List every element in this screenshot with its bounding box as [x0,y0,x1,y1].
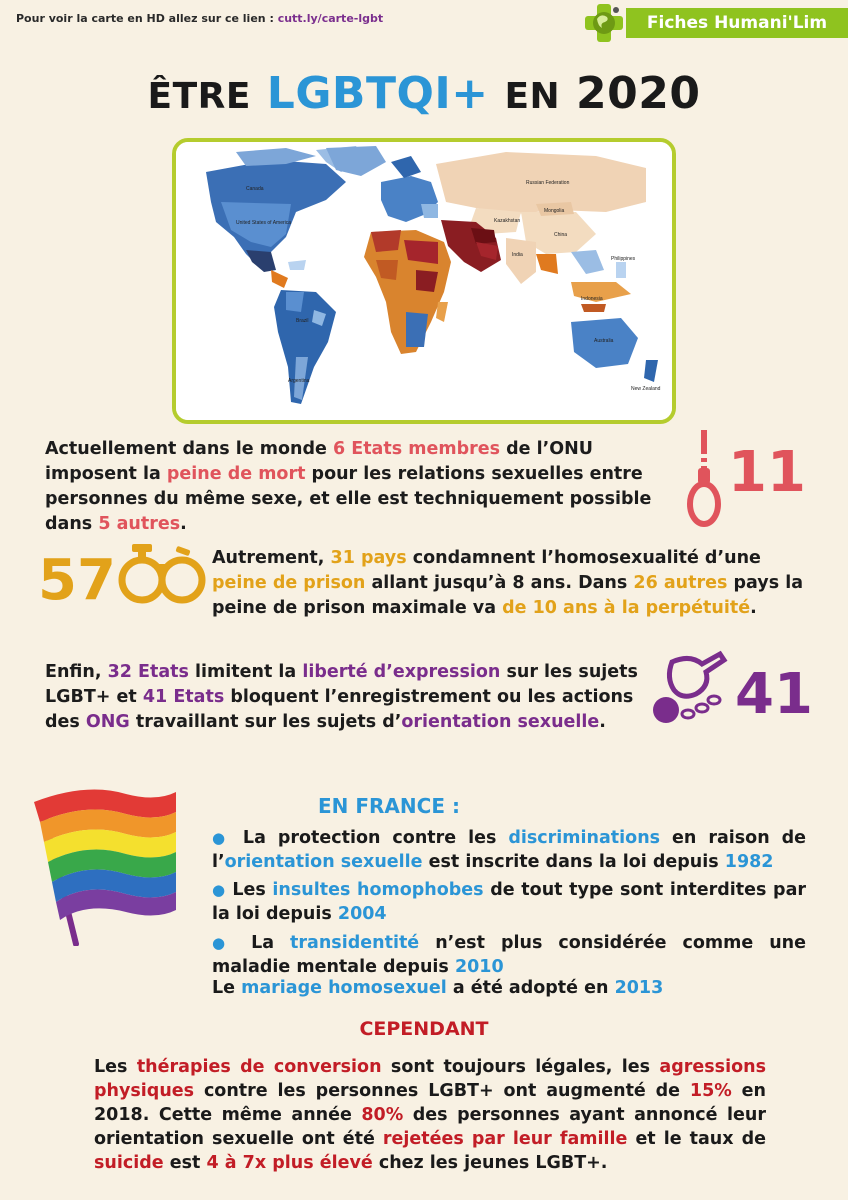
highlight: suicide [94,1153,164,1173]
text: sur les sujets LGBT+ et [45,662,638,707]
page-title [0,68,848,119]
highlight: 15% [689,1081,732,1101]
text: est [163,1153,207,1173]
map-label-australia: Australia [594,338,614,344]
highlight: 5 autres [98,514,181,534]
map-label-usa: United States of America [236,220,292,226]
hd-map-link[interactable]: cutt.ly/carte-lgbt [277,12,384,25]
text: . [180,514,187,534]
hd-map-note [16,12,383,25]
text: Autrement, [212,548,331,568]
text: pays la peine de prison maximale va [212,573,804,618]
highlight: peine de mort [166,464,306,484]
france-section-title: EN FRANCE : [318,794,460,818]
map-label-argentina: Argentina [288,378,310,384]
text: condamnent l’homosexualité d’une [406,548,761,568]
highlight: transidentité [290,933,420,953]
noose-icon [683,430,727,534]
map-label-new-zealand: New Zealand [631,386,661,392]
humanilim-logo-icon [582,2,626,44]
title-part3: EN [504,76,561,117]
text: est inscrite dans la loi depuis [422,852,725,872]
map-label-philippines: Philippines [611,256,636,262]
france-bullet-insults [212,878,806,926]
highlight: mariage homosexuel [241,978,447,998]
text: sont toujours légales, les [381,1057,660,1077]
highlight: thérapies de conversion [136,1057,382,1077]
brand-banner: Fiches Humani'Lim [626,8,848,38]
cependant-paragraph [94,1055,766,1175]
prison-paragraph [212,546,817,621]
text: Les [94,1057,137,1077]
text: allant jusqu’à 8 ans. Dans [365,573,634,593]
france-bullet-marriage [212,976,806,1000]
chained-hand-icon [650,650,730,734]
text: La protection contre les [242,828,509,848]
highlight: ONG [85,712,130,732]
highlight: orientation sexuelle [401,712,600,732]
text: Le [212,978,242,998]
text: Enfin, [45,662,108,682]
text: . [599,712,606,732]
map-label-india: India [512,252,523,258]
rainbow-flag-icon [26,776,186,950]
expression-restriction-count: 41 [735,662,813,727]
text: Les [232,880,273,900]
cependant-title: CEPENDANT [359,1018,489,1040]
text: limitent la [188,662,303,682]
bullet-dot-icon: ● [212,881,226,899]
title-lgbtqi: LGBTQI+ [266,68,489,119]
map-label-kazakhstan: Kazakhstan [494,218,521,224]
bullet-dot-icon: ● [212,934,236,952]
text: des personnes ayant annoncé leur orientation sexuelle ont été [94,1105,766,1149]
highlight: 1982 [724,852,774,872]
text: n’est plus considérée comme une maladie mentale depuis [212,933,807,977]
text: Actuellement dans le monde [45,439,333,459]
highlight: 2013 [614,978,664,998]
highlight: discriminations [508,828,661,848]
map-label-brazil: Brazil [296,318,309,324]
france-bullet-discrimination [212,826,806,874]
death-penalty-paragraph [45,437,685,537]
highlight: insultes homophobes [272,880,484,900]
highlight: 32 Etats [107,662,189,682]
text: La [251,933,291,953]
text: contre les personnes LGBT+ ont augmenté de [194,1081,690,1101]
map-label-canada: Canada [246,186,264,192]
hd-note-text: Pour voir la carte en HD allez sur ce lien : [16,12,278,25]
death-penalty-count: 11 [728,440,806,505]
map-label-russia: Russian Federation [526,180,570,186]
highlight: 26 autres [633,573,728,593]
text: bloquent l’enregistrement ou les actions des [45,687,634,732]
text: travaillant sur les sujets d’ [129,712,402,732]
text: . [750,598,757,618]
text: de tout type sont interdites par la loi depuis [212,880,807,924]
title-year: 2020 [576,68,701,119]
expression-paragraph [45,660,665,735]
map-label-china: China [554,232,568,238]
highlight: rejetées par leur famille [382,1129,628,1149]
text: de l’ONU imposent la [45,439,593,484]
text: a été adopté en [446,978,615,998]
highlight: orientation sexuelle [224,852,423,872]
prison-count: 57 [38,548,116,613]
france-bullet-transidentity [212,931,806,979]
bullet-dot-icon: ● [212,829,231,847]
highlight: 80% [361,1105,404,1125]
highlight: agressions physiques [94,1057,766,1101]
text: en 2018. Cette même année [94,1081,766,1125]
text: et le taux de [627,1129,766,1149]
handcuffs-icon [118,538,208,614]
highlight: de 10 ans à la perpétuité [502,598,751,618]
map-label-mongolia: Mongolia [544,208,565,214]
highlight: 2010 [454,957,504,977]
world-map [172,138,676,424]
highlight: 41 Etats [142,687,225,707]
highlight: 4 à 7x plus élevé [206,1153,373,1173]
highlight: 6 Etats membres [332,439,501,459]
highlight: peine de prison [212,573,366,593]
title-part1: ÊTRE [147,76,251,117]
map-label-indonesia: Indonesia [581,296,603,302]
world-map-graphic [176,142,672,420]
highlight: 2004 [337,904,387,924]
highlight: 31 pays [330,548,407,568]
text: en raison de l’ [212,828,807,872]
highlight: liberté d’expression [302,662,501,682]
text: chez les jeunes LGBT+. [372,1153,608,1173]
text: pour les relations sexuelles entre personnes du même sexe, et elle est techniquement possible dans [45,464,652,534]
